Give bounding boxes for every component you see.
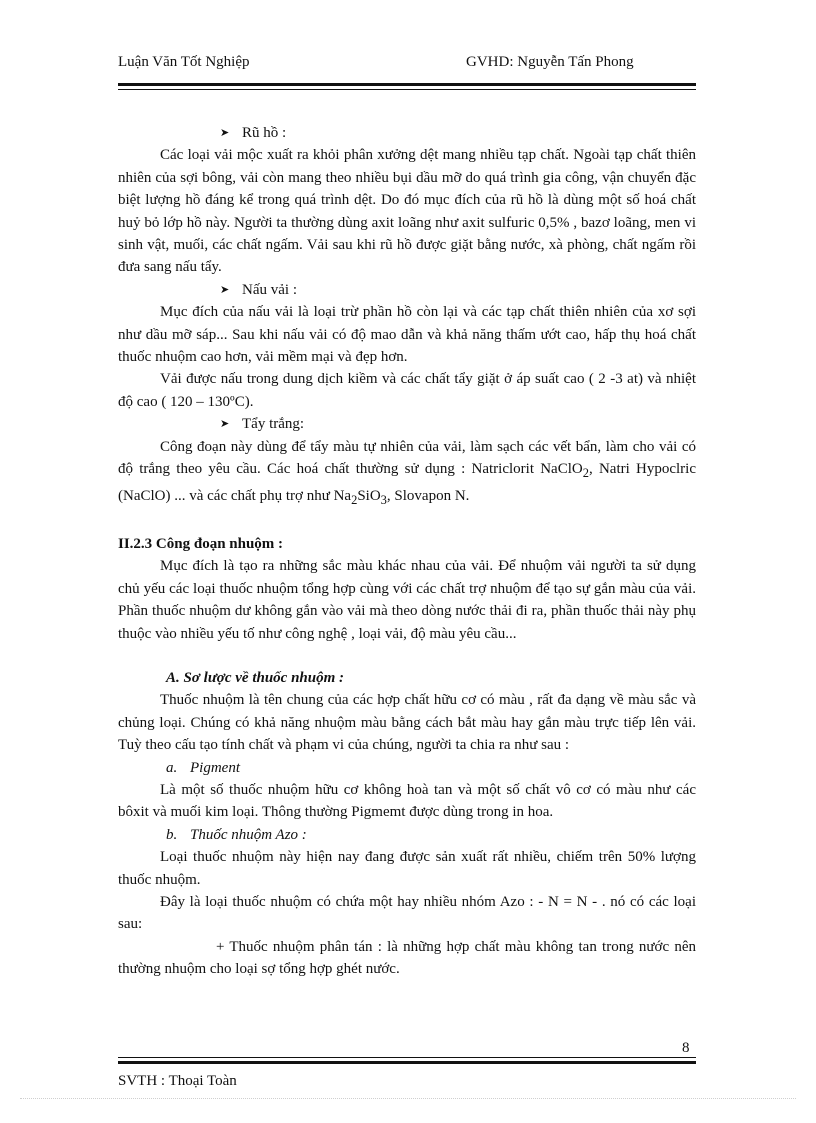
sub-heading-label: a. — [166, 759, 178, 776]
header-rule-thin — [118, 89, 696, 90]
header-rule-thick — [118, 83, 696, 86]
paragraph-azo-2: Đây là loại thuốc nhuộm có chứa một hay nhiều nhóm Azo : - N = N - . nó có các loại sau: — [118, 894, 696, 933]
sub-heading-azo — [118, 824, 696, 846]
bullet-item — [118, 279, 696, 301]
text-run: , Slovapon N. — [386, 487, 470, 504]
sub-heading-title: Thuốc nhuộm Azo : — [190, 826, 307, 843]
page-edge-divider — [20, 1098, 796, 1099]
subscript: 2 — [351, 492, 358, 507]
bullet-label-nauvai: Nấu vải : — [242, 281, 297, 298]
header-advisor: GVHD: Nguyễn Tấn Phong — [466, 54, 634, 70]
paragraph-nauvai-2: Vải được nấu trong dung dịch kiềm và các chất tẩy giặt ở áp suất cao ( 2 -3 at) và nhiệt độ cao ( 120 – 130ºC). — [118, 371, 696, 410]
arrow-bullet-icon: ➤ — [220, 127, 230, 139]
sub-heading-pigment — [118, 757, 696, 779]
subsection-heading: A. Sơ lược về thuốc nhuộm : — [166, 669, 345, 686]
header-thesis-title: Luận Văn Tốt Nghiệp — [118, 54, 250, 70]
paragraph-taytrang — [118, 436, 696, 511]
page-number: 8 — [682, 1040, 690, 1056]
footer-rule-thin — [118, 1057, 696, 1058]
footer-student: SVTH : Thoại Toàn — [118, 1073, 237, 1089]
paragraph-azo-3: + Thuốc nhuộm phân tán : là những hợp chất màu không tan trong nước nên thường nhuộm cho loại sợ tổng hợp ghét nước. — [118, 938, 696, 978]
paragraph-nauvai-1: Mục đích của nấu vải là loại trừ phần hồ còn lại và các tạp chất thiên nhiên của xơ sợi như dầu mỡ sáp... Sau khi nấu vải có độ mao dẫn và khả năng thấm ướt cao, hấp thụ hoá chất thuốc nhuộm cao hơn, vải mềm mại và đẹp hơn. — [118, 304, 696, 366]
paragraph-nhuom: Mục đích là tạo ra những sắc màu khác nhau của vải. Để nhuộm vải người ta sử dụng chủ yếu các loại thuốc nhuộm tổng hợp cùng với các chất trợ nhuộm để tạo sự gắn màu của vải. Phần thuốc nhuộm dư không gắn vào vải mà theo dòng nước thải đi ra, phần thuốc thải này phụ thuộc vào nhiều yếu tố như công nghệ , loại vải, độ màu yêu cầu... — [118, 558, 696, 642]
arrow-bullet-icon: ➤ — [220, 283, 230, 296]
sub-heading-title: Pigment — [190, 759, 240, 776]
page-body — [118, 122, 696, 981]
footer-rule-thick — [118, 1061, 696, 1064]
bullet-label-taytrang: Tẩy trắng: — [242, 416, 305, 433]
sub-heading-label: b. — [166, 826, 178, 843]
arrow-bullet-icon: ➤ — [220, 418, 230, 431]
subscript: 2 — [582, 466, 589, 481]
text-run: Công đoạn này dùng để tẩy màu tự nhiên của vải, làm sạch các vết bẩn, làm cho vải có độ trắng theo yêu cầu. Các hoá chất thường sử dụng : Natriclorit NaClO — [118, 438, 696, 478]
bullet-item — [118, 122, 696, 144]
paragraph-azo-1: Loại thuốc nhuộm này hiện nay đang được sản xuất rất nhiều, chiếm trên 50% lượng thuốc nhuộm. — [118, 849, 696, 888]
bullet-item — [118, 413, 696, 435]
paragraph-ruho: Các loại vải mộc xuất ra khỏi phân xưởng dệt mang nhiều tạp chất. Ngoài tạp chất thiên nhiên của sợi bông, vải còn mang theo nhiều bụi dầu mỡ do quá trình gia công, vận chuyển đặc biệt lượng hồ đáng kể trong quá trình dệt. Do đó mục đích của rũ hồ là dùng một số hoá chất huỷ bỏ lớp hồ này. Người ta thường dùng axit loãng như axit sulfuric 0,5% , bazơ loãng, men vi sinh vật, muối, các chất ngấm. Vải sau khi rũ hồ được giặt bằng nước, xà phòng, chất ngấm rồi đưa sang nấu tẩy. — [118, 147, 696, 276]
paragraph-thuoc-nhuom: Thuốc nhuộm là tên chung của các hợp chất hữu cơ có màu , rất đa dạng về màu sắc và chủng loại. Chúng có khả năng nhuộm màu bằng cách bắt màu hay gắn màu trực tiếp lên vải. Tuỳ theo cấu tạo tính chất và phạm vi của chúng, người ta chia ra như sau : — [118, 692, 696, 754]
bullet-label-ruho: Rũ hồ : — [242, 125, 287, 141]
text-run: , Natri Hypoclric (NaClO) ... và các chất phụ trợ như Na — [118, 461, 696, 504]
section-heading: II.2.3 Công đoạn nhuộm : — [118, 535, 284, 552]
text-run: SiO — [357, 487, 381, 504]
subscript: 3 — [380, 492, 387, 507]
paragraph-pigment: Là một số thuốc nhuộm hữu cơ không hoà tan và một số chất vô cơ có màu như các bôxit và muối kim loại. Thông thường Pigmemt được dùng trong in hoa. — [118, 781, 696, 821]
